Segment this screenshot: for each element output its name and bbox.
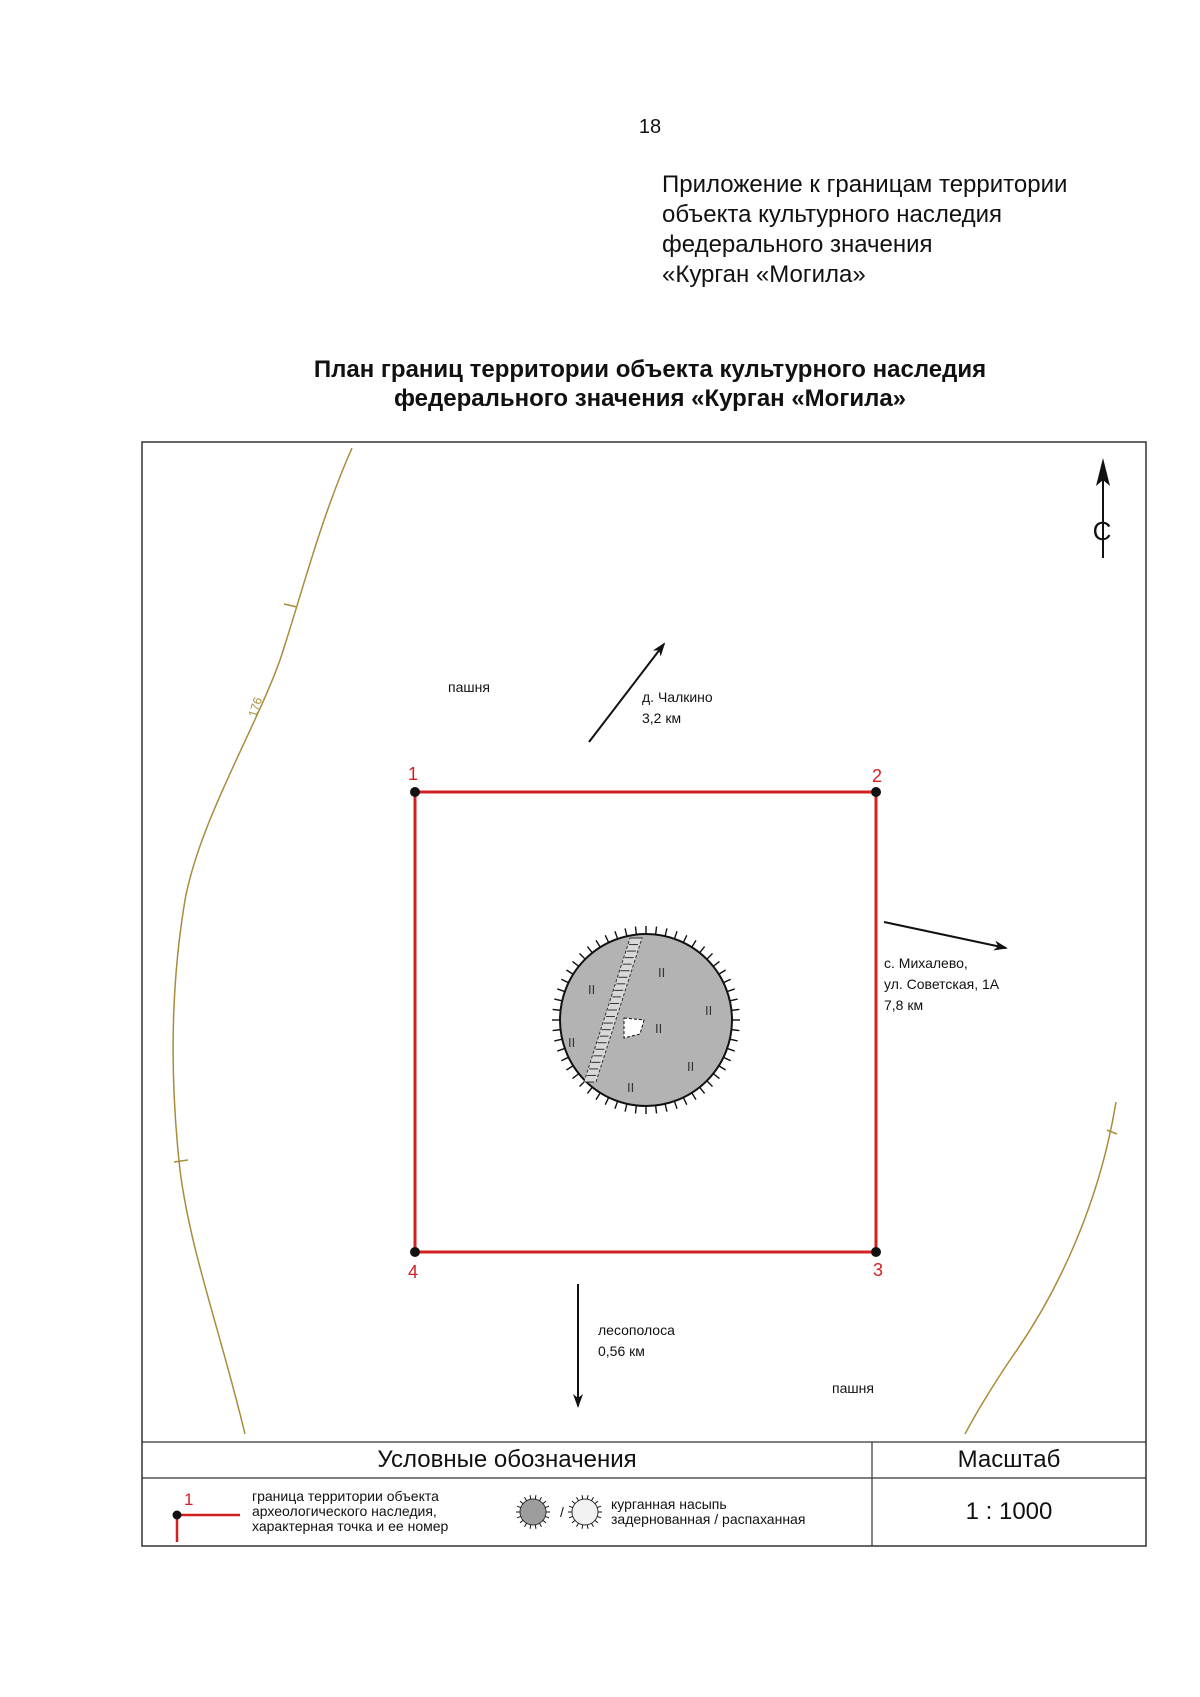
contour-tick [174,1160,188,1162]
hachure-tick [731,1030,739,1031]
hachure-tick [530,1525,531,1529]
turf-mark: II [588,982,596,997]
appendix-line: федерального значения [662,231,933,258]
hachure-tick [592,1523,594,1526]
hachure-tick [635,927,636,935]
legend-mound-turfed-icon [516,1495,550,1528]
hachure-tick [730,999,738,1001]
hachure-tick [674,1101,677,1109]
hachure-tick [553,1030,561,1031]
hachure-tick [572,1520,575,1523]
hachure-tick [517,1516,521,1517]
boundary-point [871,787,881,797]
hachure-tick [580,954,586,960]
hachure-tick [596,940,600,947]
legend-line: курганная насыпь [611,1496,727,1512]
hachure-tick [572,1501,575,1504]
hachure-tick [554,999,562,1001]
plan-title-line: федерального значения «Курган «Могила» [393,385,907,412]
hachure-tick [561,979,568,982]
hachure-tick [530,1495,531,1499]
boundary-point-number: 3 [872,1260,884,1280]
hachure-tick [573,1074,579,1079]
boundary-point-number: 4 [407,1262,419,1282]
hachure-tick [707,954,713,960]
hachure-tick [625,928,627,936]
page-number: 18 [638,116,662,138]
hachure-tick [719,1066,726,1070]
hachure-tick [554,1039,562,1041]
legend-mound-ploughed-icon [568,1495,602,1528]
hachure-tick [561,1057,568,1060]
turf-mark: II [658,965,666,980]
hachure-tick [665,1104,667,1112]
hachure-tick [723,1057,730,1060]
hachure-tick [520,1501,523,1504]
legend-line: граница территории объекта [252,1488,439,1504]
hachure-tick [592,1497,594,1500]
hachure-tick [625,1104,627,1112]
hachure-tick [605,1097,608,1104]
hachure-tick [557,989,565,992]
hachure-tick [727,1048,735,1051]
scale-title: Масштаб [957,1446,1061,1473]
field-label: пашня [832,1380,874,1396]
hachure-tick [525,1523,527,1526]
hachure-tick [573,961,579,966]
hachure-tick [707,1081,713,1087]
legend-line: археологического наследия, [252,1503,437,1519]
plan-title-line: План границ территории объекта культурного наследия [313,356,987,383]
north-label: С [1092,516,1112,546]
legend-mound-text [611,1497,805,1527]
hachure-tick [665,928,667,936]
hachure-tick [569,1506,573,1507]
turf-mark: II [627,1080,635,1095]
hachure-tick [615,931,618,939]
hachure-tick [635,1105,636,1113]
hachure-tick [582,1495,583,1499]
boundary-point [410,787,420,797]
hachure-tick [683,935,686,942]
direction-name: лесополоса [598,1322,675,1338]
hachure-tick [545,1506,549,1507]
hachure-tick [605,935,608,942]
hachure-tick [543,1520,546,1523]
hachure-tick [582,1525,583,1529]
legend-point-number: 1 [184,1490,194,1509]
hachure-tick [656,1105,657,1113]
hachure-tick [692,1093,696,1100]
hachure-tick [596,1093,600,1100]
kurgan-mound [552,926,740,1114]
hachure-tick [595,1501,598,1504]
direction-distance: 3,2 км [642,710,682,726]
hachure-tick [692,940,696,947]
legend-separator: / [560,1504,564,1520]
hachure-tick [674,931,677,939]
direction-distance: 7,8 км [884,997,924,1013]
hachure-tick [713,1074,719,1079]
hachure-tick [731,1009,739,1010]
legend-boundary-point [173,1511,182,1520]
legend-boundary-text [252,1489,448,1534]
boundary-point-number: 2 [871,766,883,786]
scale-value: 1 : 1000 [965,1498,1053,1525]
hachure-tick [595,1520,598,1523]
hachure-tick [566,970,573,974]
hachure-tick [566,1066,573,1070]
hachure-tick [525,1497,527,1500]
appendix-line: объекта культурного наследия [662,201,1003,228]
hachure-tick [587,1087,592,1093]
direction-distance: 0,56 км [598,1343,645,1359]
hachure-tick [597,1506,601,1507]
hachure-tick [700,1087,705,1093]
boundary-point [871,1247,881,1257]
turf-mark: II [568,1035,576,1050]
hachure-tick [557,1048,565,1051]
hachure-tick [683,1097,686,1104]
hachure-tick [587,1525,588,1529]
hachure-tick [569,1516,573,1517]
legend-line: задернованная / распаханная [611,1511,806,1527]
hachure-tick [577,1497,579,1500]
turf-mark: II [687,1059,695,1074]
appendix-line: «Курган «Могила» [662,261,866,288]
hachure-tick [656,927,657,935]
contour-line [965,1102,1116,1434]
turf-mark: II [655,1021,663,1036]
hachure-tick [730,1039,738,1041]
hachure-tick [545,1516,549,1517]
hachure-tick [520,1520,523,1523]
hachure-tick [535,1495,536,1499]
hachure-tick [719,970,726,974]
contour-tick [1107,1130,1117,1134]
hachure-tick [540,1497,542,1500]
legend-line: характерная точка и ее номер [252,1518,449,1534]
boundary-point [410,1247,420,1257]
hachure-tick [517,1506,521,1507]
direction-name: ул. Советская, 1А [884,976,1000,992]
turf-mark: II [705,1003,713,1018]
contour-line [173,448,352,1434]
boundary-point-number: 1 [407,764,419,784]
hachure-tick [615,1101,618,1109]
field-label: пашня [448,679,490,695]
contour-label: 176 [245,695,266,719]
contour-tick [284,604,297,607]
direction-arrow-icon [884,922,1006,948]
direction-name: с. Михалево, [884,955,968,971]
hachure-tick [597,1516,601,1517]
legend-title: Условные обозначения [377,1446,637,1473]
hachure-tick [535,1525,536,1529]
hachure-tick [727,989,735,992]
hachure-tick [540,1523,542,1526]
hachure-tick [543,1501,546,1504]
appendix-line: Приложение к границам территории [662,171,1068,198]
hachure-tick [577,1523,579,1526]
hachure-tick [553,1009,561,1010]
hachure-tick [587,947,592,953]
hachure-tick [700,947,705,953]
hachure-tick [713,961,719,966]
hachure-tick [587,1495,588,1499]
direction-name: д. Чалкино [642,689,713,705]
hachure-tick [723,979,730,982]
